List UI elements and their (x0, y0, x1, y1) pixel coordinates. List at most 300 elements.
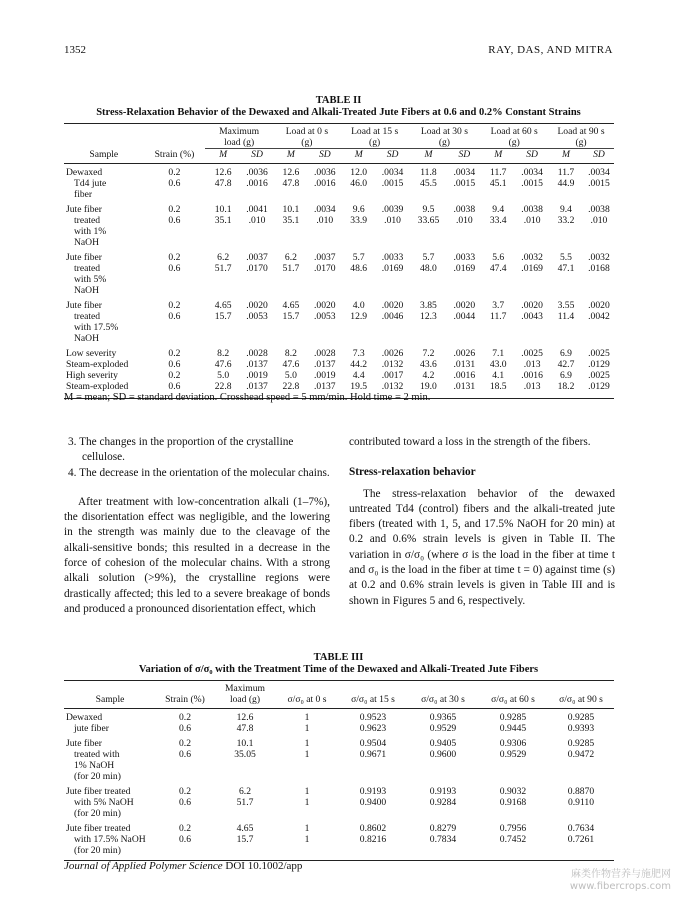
table-cell: 15.7 (236, 834, 254, 845)
table3 (64, 680, 614, 861)
table-row (64, 381, 614, 392)
table-cell-strain: 0.2 (168, 167, 181, 178)
table-cell (478, 760, 548, 771)
table-cell (480, 322, 516, 333)
table-cell: 35.05 (234, 749, 256, 760)
table-row (64, 738, 614, 749)
table-cell: 0.9393 (567, 723, 595, 734)
right-continuation: contributed toward a loss in the strength of the fibers. (349, 436, 591, 448)
list-item-3 (64, 435, 330, 466)
table-cell: .0020 (314, 300, 336, 311)
table-row (64, 749, 614, 760)
table-cell: .010 (316, 215, 334, 226)
table3-title: Variation of σ/σ₀ with the Treatment Time of the Dewaxed and Alkali-Treated Jute Fibers (138, 664, 539, 675)
table-cell: 51.7 (282, 263, 300, 274)
table-cell: .013 (523, 359, 541, 370)
table-cell: 0.9504 (359, 738, 387, 749)
table-cell-sample: (for 20 min) (74, 845, 121, 856)
table-cell: 0.9193 (359, 786, 387, 797)
table3-header-max-1: Maximum (225, 683, 265, 694)
table-cell (409, 274, 449, 285)
table-cell: 1 (304, 738, 310, 749)
table-cell (377, 226, 409, 237)
table-cell: 22.8 (282, 381, 300, 392)
table-cell: .0015 (381, 178, 404, 189)
table-cell (548, 285, 584, 296)
page-number: 1352 (64, 44, 86, 56)
table-cell (338, 760, 408, 771)
table-cell: 33.9 (350, 215, 368, 226)
table-cell: 5.6 (492, 252, 505, 263)
table-cell (309, 285, 341, 296)
table-cell (341, 237, 377, 248)
table2-sub-m: M (424, 149, 433, 160)
table-cell (409, 333, 449, 344)
table-row (64, 333, 614, 344)
table-cell-strain: 0.2 (168, 370, 181, 381)
table-cell: 0.2 (179, 738, 191, 749)
table-cell: 12.6 (282, 167, 300, 178)
table-cell: 47.8 (214, 178, 232, 189)
list-number: 4. (68, 466, 77, 479)
table2-sub-sd: SD (593, 149, 605, 160)
table-cell: 47.6 (282, 359, 300, 370)
table-cell (377, 322, 409, 333)
table-cell (241, 237, 273, 248)
table-cell (205, 322, 241, 333)
table-cell-sample: NaOH (74, 333, 100, 344)
table-row (64, 348, 614, 359)
table-cell: 1 (304, 723, 310, 734)
table-row (64, 797, 614, 808)
table-cell (548, 760, 614, 771)
table-cell: 18.5 (489, 381, 507, 392)
table2-group-header: Load at 90 s (557, 126, 605, 137)
table-cell-strain: 0.6 (168, 311, 181, 322)
table-cell: 0.8602 (359, 823, 387, 834)
table-cell: .010 (590, 215, 608, 226)
table-cell: .0044 (453, 311, 476, 322)
table-cell: .0015 (521, 178, 543, 189)
table-cell: 33.65 (417, 215, 440, 226)
table-cell-sample: Jute fiber (66, 204, 102, 215)
table-cell: .0170 (314, 263, 336, 274)
table2-group-header-unit: load (g) (205, 137, 273, 149)
table-cell (241, 285, 273, 296)
table-cell-sample: with 5% NaOH (74, 797, 134, 808)
table-cell: 0.9285 (567, 738, 595, 749)
table-row (64, 226, 614, 237)
table-cell (548, 189, 584, 200)
table-cell: 4.0 (352, 300, 365, 311)
table-cell (478, 771, 548, 782)
table-cell (584, 237, 614, 248)
table-cell: .0037 (314, 252, 336, 263)
table-cell: 8.2 (284, 348, 297, 359)
table-cell: .0016 (521, 370, 543, 381)
table3-caption (64, 652, 613, 675)
table-cell (241, 322, 273, 333)
table-cell (448, 322, 480, 333)
table3-header: σ/σ₀ at 15 s (351, 694, 395, 705)
table-cell: 0.9168 (499, 797, 527, 808)
table2-caption (64, 95, 613, 118)
watermark-line-1: 麻类作物营养与施肥网 (571, 869, 671, 880)
table2-group-header-unit: (g) (273, 137, 341, 149)
table-cell (309, 189, 341, 200)
table2-group-header-unit: (g) (480, 137, 548, 149)
table-cell: .0032 (521, 252, 543, 263)
table-cell-strain: 0.2 (168, 348, 181, 359)
table2-sub-m: M (561, 149, 570, 160)
table-cell: 0.6 (179, 834, 191, 845)
table-cell (273, 274, 309, 285)
table-cell: 1 (304, 749, 310, 760)
table-cell: 15.7 (214, 311, 232, 322)
table-cell: .0129 (588, 381, 610, 392)
table-cell: 1 (304, 786, 310, 797)
table-cell (338, 845, 408, 856)
table-cell: .0034 (381, 167, 404, 178)
table-cell: 47.1 (557, 263, 575, 274)
table-cell (214, 845, 276, 856)
table-cell: .0019 (246, 370, 268, 381)
table-cell: 0.8216 (359, 834, 387, 845)
table-cell: 1 (304, 797, 310, 808)
table-cell (214, 771, 276, 782)
table-cell: .0016 (246, 178, 268, 189)
table-cell: .0037 (246, 252, 268, 263)
table-cell-strain: 0.6 (168, 215, 181, 226)
table-cell: .0137 (314, 359, 336, 370)
table-cell: 0.9306 (499, 738, 527, 749)
table-cell: 0.7452 (499, 834, 527, 845)
table-cell (584, 333, 614, 344)
table-cell (273, 189, 309, 200)
table-cell: 7.3 (352, 348, 365, 359)
table-cell: .0033 (381, 252, 404, 263)
table-cell (548, 226, 584, 237)
running-title: RAY, DAS, AND MITRA (488, 44, 613, 56)
list-text: The changes in the proportion of the crystalline cellulose. (79, 436, 294, 464)
table-cell: 35.1 (214, 215, 232, 226)
table-cell: 44.2 (350, 359, 368, 370)
table2-group-header-unit: (g) (341, 137, 409, 149)
table-cell (448, 237, 480, 248)
table-cell: .0034 (588, 167, 610, 178)
table-row (64, 823, 614, 834)
table-cell: .0026 (381, 348, 404, 359)
table-cell (409, 189, 449, 200)
table-cell: 1 (304, 834, 310, 845)
table-cell-strain: 0.6 (168, 381, 181, 392)
table-cell: 0.9032 (499, 786, 527, 797)
table-cell (273, 237, 309, 248)
table-cell (548, 808, 614, 819)
table-cell: 18.2 (557, 381, 575, 392)
table-cell: 3.55 (557, 300, 575, 311)
table-cell (480, 274, 516, 285)
table-cell-sample: with 1% (74, 226, 107, 237)
table-cell (448, 333, 480, 344)
table-cell: 9.4 (559, 204, 572, 215)
table-cell: .0038 (453, 204, 476, 215)
table2-header-sample: Sample (89, 148, 119, 160)
table2-header-strain: Strain (%) (154, 148, 195, 160)
table-cell: 46.0 (350, 178, 368, 189)
table-cell (516, 333, 548, 344)
table3-header: Strain (%) (165, 694, 205, 705)
table-cell (241, 226, 273, 237)
table-cell (156, 808, 214, 819)
table-cell: 9.6 (352, 204, 365, 215)
table-cell: .0036 (314, 167, 336, 178)
table-cell: 0.9193 (429, 786, 457, 797)
table-cell (341, 189, 377, 200)
table-cell: 1 (304, 823, 310, 834)
table-cell-strain: 0.2 (168, 300, 181, 311)
table-cell: 0.9523 (359, 712, 387, 723)
table-cell (408, 845, 478, 856)
table3-header: σ/σ₀ at 0 s (287, 694, 327, 705)
table-cell: 0.6 (179, 749, 191, 760)
table-cell (478, 808, 548, 819)
table-cell (584, 274, 614, 285)
left-paragraph: After treatment with low-concentration alkali (1–7%), the disorientation effect was negligible, and the lowering in the strength was mainly due to the cleavage of the alkali-sensitive bonds; this resulted in a decrease in the force of cohesion of the molecular chains. With a strong alkali solution (>9%), the crystalline regions were drastically affected; this led to a severe breakage of bonds and produced a pronounced disorientation effect, which (64, 495, 330, 615)
table-cell (516, 237, 548, 248)
table-cell (409, 285, 449, 296)
table-cell: 5.7 (352, 252, 365, 263)
table-cell: 0.9405 (429, 738, 457, 749)
table-cell: 11.7 (557, 167, 575, 178)
table-cell (377, 237, 409, 248)
table-cell (548, 322, 584, 333)
table-cell: 5.0 (284, 370, 297, 381)
table-cell: 43.0 (489, 359, 507, 370)
table-cell: 0.2 (179, 712, 191, 723)
table-cell: .010 (248, 215, 266, 226)
table-cell: 3.85 (420, 300, 437, 311)
table-cell: .0137 (246, 359, 268, 370)
table-cell: 3.7 (492, 300, 505, 311)
table-cell: .0020 (588, 300, 610, 311)
table-cell-strain: 0.6 (168, 359, 181, 370)
table-cell (584, 226, 614, 237)
table-cell: 0.9472 (567, 749, 595, 760)
table3-header: σ/σ₀ at 30 s (421, 694, 465, 705)
table-cell: 0.9365 (429, 712, 457, 723)
table-cell: 10.1 (236, 738, 254, 749)
table-cell (241, 274, 273, 285)
left-column (64, 435, 330, 617)
table-cell: .0016 (314, 178, 336, 189)
table-row (64, 322, 614, 333)
table-row (64, 359, 614, 370)
table-cell: .0025 (521, 348, 543, 359)
list-number: 3. (68, 436, 77, 448)
table-cell: 6.9 (559, 348, 572, 359)
table-cell: .0019 (314, 370, 336, 381)
table-cell (377, 333, 409, 344)
table-cell: 4.2 (422, 370, 435, 381)
table-cell (408, 771, 478, 782)
table2-label: TABLE II (315, 95, 362, 106)
table-cell: 12.6 (214, 167, 232, 178)
table-cell (409, 322, 449, 333)
table-cell: 44.9 (557, 178, 575, 189)
table-cell: .0026 (453, 348, 476, 359)
table-cell (341, 274, 377, 285)
table-row (64, 311, 614, 322)
table3-header: load (g) (229, 694, 261, 705)
table-cell-sample: Jute fiber (66, 252, 102, 263)
table-cell (156, 771, 214, 782)
table-cell: 51.7 (214, 263, 232, 274)
table-cell (516, 285, 548, 296)
table-cell: .0038 (521, 204, 543, 215)
table-cell (338, 771, 408, 782)
table3-label: TABLE III (313, 652, 364, 663)
table-cell: 47.8 (236, 723, 254, 734)
table-cell: 4.4 (352, 370, 365, 381)
table-cell (341, 322, 377, 333)
table-cell: .0028 (246, 348, 268, 359)
table-row (64, 723, 614, 734)
table-cell (205, 189, 241, 200)
table-cell: .0020 (521, 300, 543, 311)
table-cell: .0169 (453, 263, 476, 274)
table2-title: Stress-Relaxation Behavior of the Dewaxed and Alkali-Treated Jute Fibers at 0.6 and 0.2% Constant Strains (96, 107, 581, 118)
table-cell: 0.9400 (359, 797, 387, 808)
table-cell (214, 808, 276, 819)
table-cell: .0032 (588, 252, 610, 263)
table-cell: 12.0 (350, 167, 368, 178)
table-row (64, 263, 614, 274)
table-row (64, 712, 614, 723)
table-cell: .0129 (588, 359, 610, 370)
table2-sub-m: M (286, 149, 295, 160)
table-cell: .0015 (453, 178, 476, 189)
table-cell-sample: with 17.5% (74, 322, 119, 333)
table-cell: 0.6 (179, 723, 191, 734)
table-cell: .0020 (453, 300, 476, 311)
table-cell: 51.7 (236, 797, 254, 808)
table-cell: 8.2 (217, 348, 230, 359)
table-cell (409, 237, 449, 248)
table-cell: 12.3 (420, 311, 437, 322)
table-cell (309, 226, 341, 237)
table-cell: .0053 (314, 311, 336, 322)
table2-sub-m: M (219, 149, 228, 160)
journal-name: Journal of Applied Polymer Science (64, 860, 223, 872)
table-cell-strain (144, 226, 206, 237)
table-cell: .0034 (453, 167, 476, 178)
table-cell: .0028 (314, 348, 336, 359)
table-cell (448, 226, 480, 237)
table-cell: 0.7834 (429, 834, 457, 845)
table-cell: 5.7 (422, 252, 435, 263)
table-cell-sample: NaOH (74, 237, 100, 248)
table-row (64, 252, 614, 263)
table-cell: .0038 (588, 204, 610, 215)
table-cell (548, 771, 614, 782)
table-cell-sample: (for 20 min) (74, 808, 121, 819)
table-row (64, 274, 614, 285)
table-cell (584, 322, 614, 333)
table-cell (341, 285, 377, 296)
table-cell: 0.9600 (429, 749, 457, 760)
journal-doi: DOI 10.1002/app (225, 860, 303, 872)
table-cell (408, 760, 478, 771)
table-cell: 0.2 (179, 823, 191, 834)
table-cell-sample: Steam-exploded (66, 381, 129, 392)
table-cell (584, 189, 614, 200)
table-cell: .0041 (246, 204, 268, 215)
table3-header: σ/σ₀ at 90 s (559, 694, 603, 705)
table-cell: 4.65 (236, 823, 254, 834)
table-cell: .010 (455, 215, 473, 226)
table-cell: .0137 (314, 381, 336, 392)
table-cell (276, 760, 338, 771)
table-cell-sample: Jute fiber (66, 738, 102, 749)
table-cell (516, 322, 548, 333)
table-cell: 47.6 (214, 359, 232, 370)
table-cell: 0.9671 (359, 749, 387, 760)
table-cell-strain (144, 322, 206, 333)
table-cell (276, 808, 338, 819)
table-cell (205, 274, 241, 285)
table-cell: .0017 (381, 370, 404, 381)
table-cell (241, 333, 273, 344)
table-cell (516, 226, 548, 237)
table-cell: .013 (523, 381, 541, 392)
table2-sub-sd: SD (526, 149, 538, 160)
watermark-line-2: www.fibercrops.com (569, 881, 671, 892)
table-cell: 9.5 (422, 204, 435, 215)
table-cell (214, 760, 276, 771)
table-cell-sample: treated (74, 263, 101, 274)
table-cell: 0.2 (179, 786, 191, 797)
table-row (64, 204, 614, 215)
table-cell: 35.1 (282, 215, 300, 226)
table-cell (448, 274, 480, 285)
table-cell (309, 237, 341, 248)
table-cell-sample: High severity (66, 370, 118, 381)
table-cell-strain: 0.6 (168, 263, 181, 274)
table-cell-sample: treated with (74, 749, 120, 760)
table-cell-sample: Jute fiber (66, 300, 102, 311)
table-cell: .0034 (314, 204, 336, 215)
table-cell (548, 845, 614, 856)
table3-header: Sample (95, 694, 125, 705)
table-cell: 0.7261 (567, 834, 595, 845)
table-cell-strain: 0.6 (168, 178, 181, 189)
table-cell: 0.8279 (429, 823, 457, 834)
table-cell: 4.1 (492, 370, 505, 381)
table2-group-header: Load at 0 s (285, 126, 329, 137)
table-row (64, 370, 614, 381)
table-cell (338, 808, 408, 819)
table2-sub-sd: SD (318, 149, 331, 160)
table-cell: .0025 (588, 348, 610, 359)
table-cell: .0015 (588, 178, 610, 189)
table-row (64, 167, 614, 178)
table-cell: 45.5 (420, 178, 437, 189)
table-cell-strain (144, 333, 206, 344)
table-cell: .0132 (381, 381, 404, 392)
table-cell: 22.8 (214, 381, 232, 392)
table-cell (309, 333, 341, 344)
